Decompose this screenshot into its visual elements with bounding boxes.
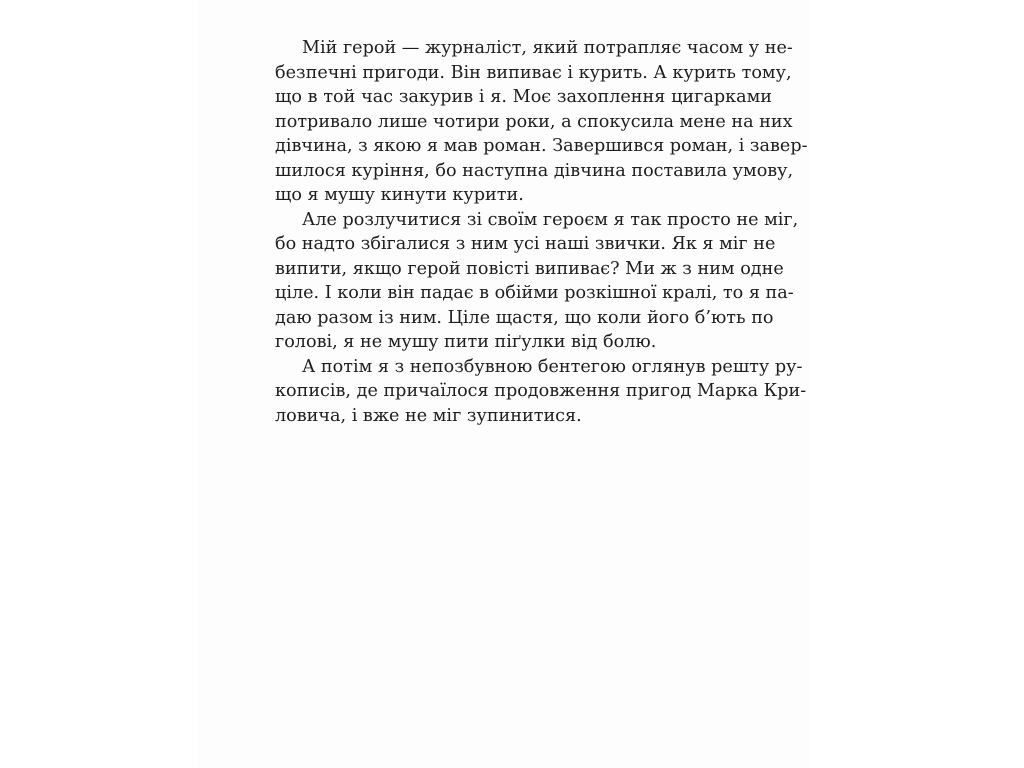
text-line: потривало лише чотири роки, а спокусила мене на них [275,111,793,132]
text-line: що я мушу кинути курити. [275,185,524,205]
text-line: бо надто збігалися з ним усі наші звички. Як я міг не [275,234,776,254]
text-line: що в той час закурив і я. Моє захоплення цигарками [275,87,772,107]
text-line: безпечні пригоди. Він випиває і курить. А курить тому, [275,62,792,83]
text-line: даю разом із ним. Ціле щастя, що коли його б’ють по [275,307,774,328]
paragraph-1 [275,36,808,208]
text-line: Мій герой — журналіст, який потрапляє часом у не- [302,38,793,58]
text-line: Але розлучитися зі своїм героєм я так просто не міг, [302,209,799,230]
text-line: ціле. І коли він падає в обійми розкішної кралі, то я па- [275,283,794,303]
text-line: випити, якщо герой повісті випиває? Ми ж з ним одне [275,258,784,279]
text-line: ловича, і вже не міг зупинитися. [275,405,582,426]
text-line: А потім я з непозбувною бентегою оглянув решту ру- [302,356,803,377]
paragraph-2 [275,208,799,355]
paragraph-3 [275,355,807,429]
text-line: шилося куріння, бо наступна дівчина поставила умову, [275,160,794,181]
text-line: кописів, де причаїлося продовження пригод Марка Кри- [275,381,807,401]
text-line: дівчина, з якою я мав роман. Завершився роман, і завер- [275,136,808,156]
page-text [275,36,808,428]
text-line: голові, я не мушу пити піґулки від болю. [275,332,657,352]
